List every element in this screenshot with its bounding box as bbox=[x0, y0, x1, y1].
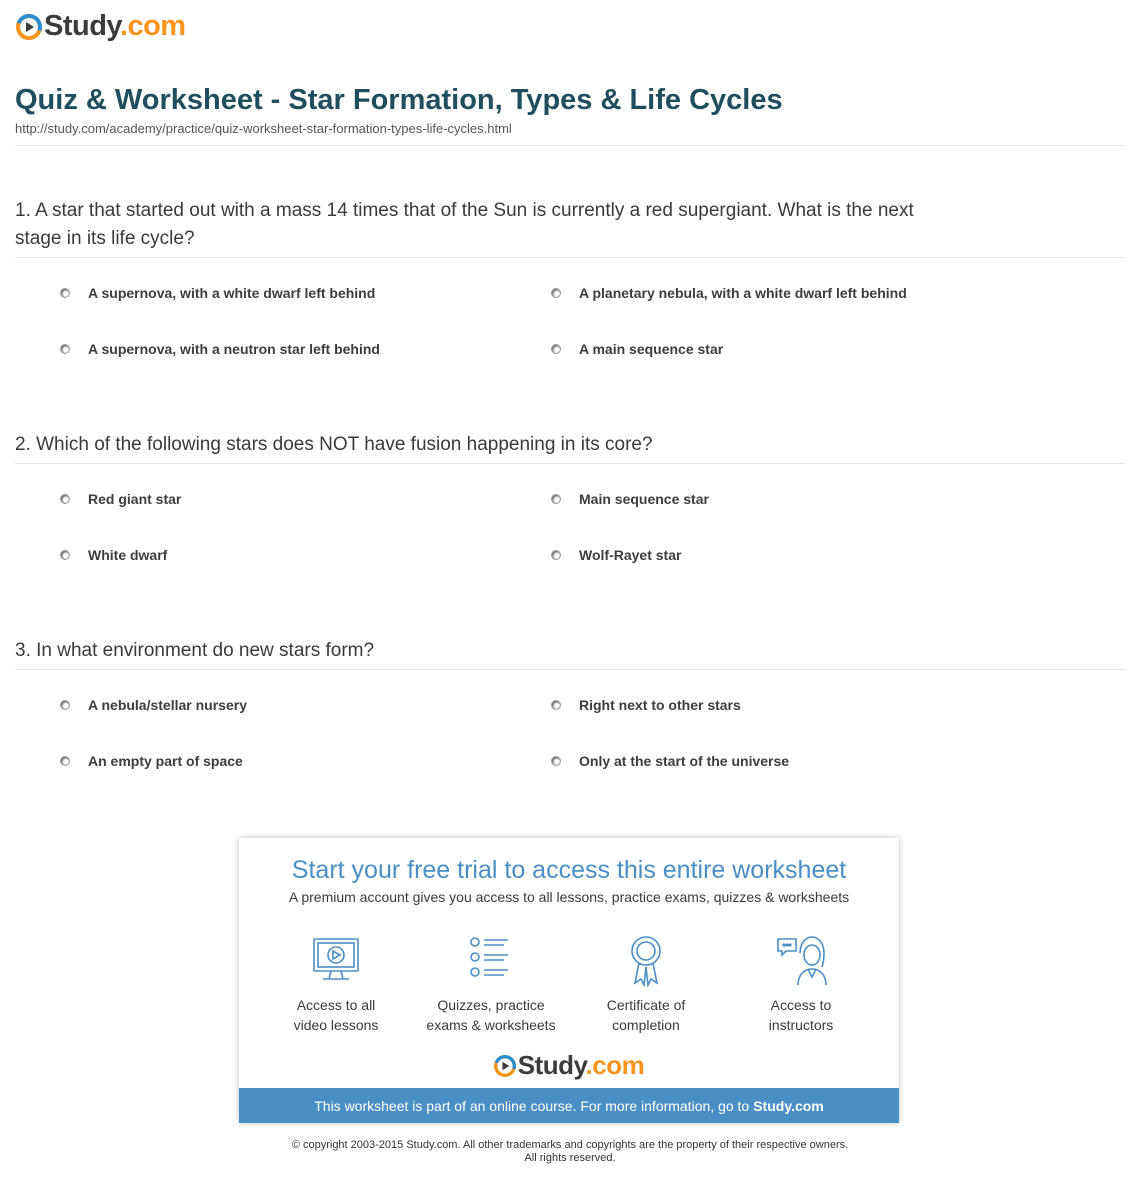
logo-text: Study.com bbox=[517, 1050, 645, 1080]
option-q3-a[interactable] bbox=[60, 697, 247, 713]
option-label: Wolf-Rayet star bbox=[579, 547, 682, 563]
radio-button[interactable] bbox=[60, 756, 70, 766]
option-q2-c[interactable] bbox=[60, 547, 167, 563]
study-logo[interactable] bbox=[16, 10, 186, 43]
option-label: An empty part of space bbox=[88, 753, 243, 769]
option-label: A supernova, with a neutron star left behind bbox=[88, 341, 380, 357]
radio-button[interactable] bbox=[60, 550, 70, 560]
feature-label: Access to instructors bbox=[768, 997, 834, 1033]
radio-button[interactable] bbox=[551, 700, 561, 710]
option-q3-d[interactable] bbox=[551, 753, 789, 769]
option-q1-c[interactable] bbox=[60, 341, 380, 357]
question-2: 2. Which of the following stars does NOT have fusion happening in its core? bbox=[15, 434, 653, 455]
certificate-icon bbox=[619, 933, 673, 987]
option-q1-d[interactable] bbox=[551, 341, 723, 357]
feature-instructors bbox=[726, 933, 876, 1035]
option-label: Red giant star bbox=[88, 491, 182, 507]
option-q2-a[interactable] bbox=[60, 491, 181, 507]
option-label: A planetary nebula, with a white dwarf left behind bbox=[579, 285, 907, 301]
play-circle-icon bbox=[494, 1055, 516, 1077]
course-info-text: This worksheet is part of an online course. For more information, go to bbox=[314, 1097, 750, 1114]
option-label: A main sequence star bbox=[579, 341, 724, 357]
page-title: Quiz & Worksheet - Star Formation, Types & Life Cycles bbox=[15, 84, 783, 116]
option-q3-b[interactable] bbox=[551, 697, 741, 713]
radio-button[interactable] bbox=[551, 550, 561, 560]
question-3: 3. In what environment do new stars form? bbox=[15, 640, 375, 661]
option-label: Right next to other stars bbox=[579, 697, 741, 713]
feature-label: Quizzes, practice exams & worksheets bbox=[426, 997, 556, 1033]
radio-button[interactable] bbox=[60, 344, 70, 354]
feature-label: Certificate of completion bbox=[606, 997, 686, 1033]
play-circle-icon bbox=[16, 14, 42, 40]
course-info-bar bbox=[239, 1088, 899, 1123]
radio-button[interactable] bbox=[551, 344, 561, 354]
promo-title[interactable]: Start your free trial to access this entire worksheet bbox=[291, 856, 847, 884]
feature-label: Access to all video lessons bbox=[293, 997, 379, 1033]
rights-text: All rights reserved. bbox=[524, 1152, 616, 1164]
divider bbox=[15, 669, 1125, 670]
option-label: Main sequence star bbox=[579, 491, 709, 507]
option-label: A nebula/stellar nursery bbox=[88, 697, 247, 713]
promo-subtitle: A premium account gives you access to all lessons, practice exams, quizzes & worksheets bbox=[288, 889, 850, 905]
quiz-list-icon bbox=[464, 933, 518, 987]
logo-text: Study.com bbox=[44, 10, 186, 42]
option-label: White dwarf bbox=[88, 547, 168, 563]
video-lesson-icon bbox=[309, 933, 363, 987]
question-1: 1. A star that started out with a mass 14 times that of the Sun is currently a red supergiant. What is the next stage in its life cycle? bbox=[15, 200, 914, 249]
option-q3-c[interactable] bbox=[60, 753, 243, 769]
radio-button[interactable] bbox=[551, 756, 561, 766]
divider bbox=[15, 145, 1125, 146]
option-q2-d[interactable] bbox=[551, 547, 681, 563]
option-q1-b[interactable] bbox=[551, 285, 907, 301]
feature-video-lessons bbox=[261, 933, 411, 1035]
radio-button[interactable] bbox=[551, 494, 561, 504]
radio-button[interactable] bbox=[60, 494, 70, 504]
radio-button[interactable] bbox=[60, 288, 70, 298]
instructor-icon bbox=[774, 933, 828, 987]
option-label: A supernova, with a white dwarf left behind bbox=[88, 285, 376, 301]
footer bbox=[0, 1139, 1140, 1165]
free-trial-promo[interactable] bbox=[239, 838, 899, 1123]
page-url: http://study.com/academy/practice/quiz-worksheet-star-formation-types-life-cycles.html bbox=[15, 121, 512, 136]
study-link[interactable]: Study.com bbox=[753, 1097, 824, 1114]
option-q1-a[interactable] bbox=[60, 285, 375, 301]
divider bbox=[15, 463, 1125, 464]
divider bbox=[15, 257, 1125, 258]
feature-quizzes bbox=[416, 933, 566, 1035]
radio-button[interactable] bbox=[60, 700, 70, 710]
promo-study-logo[interactable] bbox=[239, 1050, 899, 1081]
feature-certificate bbox=[571, 933, 721, 1035]
copyright-text: © copyright 2003-2015 Study.com. All other trademarks and copyrights are the property of their respective owners. bbox=[291, 1139, 849, 1151]
radio-button[interactable] bbox=[551, 288, 561, 298]
option-label: Only at the start of the universe bbox=[579, 753, 790, 769]
option-q2-b[interactable] bbox=[551, 491, 709, 507]
